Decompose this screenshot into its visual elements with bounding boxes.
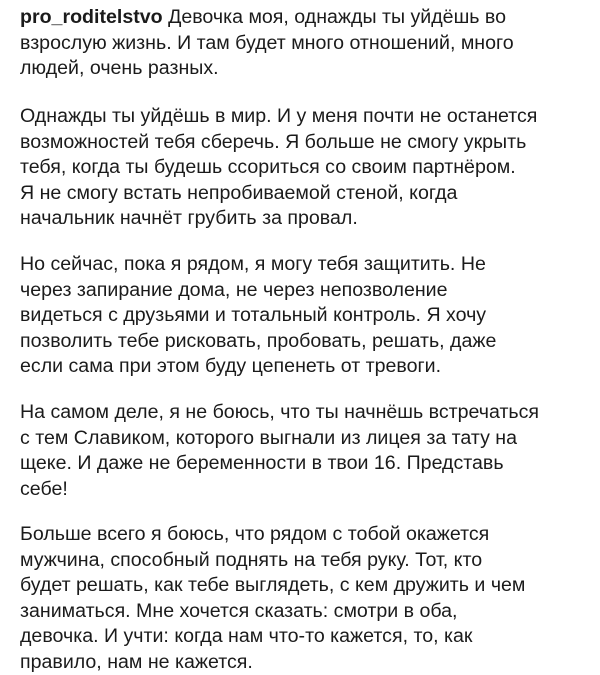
caption-paragraph-1 [20,5,514,82]
caption-line: Я не смогу встать непробиваемой стеной, когда [20,181,537,207]
caption-line: заниматься. Мне хочется сказать: смотри в оба, [20,599,525,625]
caption-line: если сама при этом буду цепенеть от тревоги. [20,354,496,380]
caption-line: щеке. И даже не беременности в твои 16. Представь [20,451,539,477]
caption-line: видеться с друзьями и тотальный контроль. Я хочу [20,303,496,329]
caption-paragraph-3 [20,252,496,380]
caption-text: Девочка моя, однажды ты уйдёшь во [163,6,506,28]
caption-paragraph-2 [20,104,537,232]
caption-line: Больше всего я боюсь, что рядом с тобой окажется [20,522,525,548]
caption-line: с тем Славиком, которого выгнали из лицея за тату на [20,426,539,452]
caption-line: людей, очень разных. [20,56,514,82]
caption-line: Однажды ты уйдёшь в мир. И у меня почти не останется [20,104,537,130]
caption-line [20,5,514,31]
caption-line: Но сейчас, пока я рядом, я могу тебя защитить. Не [20,252,496,278]
caption-line: мужчина, способный поднять на тебя руку. Тот, кто [20,548,525,574]
caption-paragraph-5 [20,522,525,675]
caption-line: позволить тебе рисковать, пробовать, решать, даже [20,329,496,355]
caption-line: девочка. И учти: когда нам что-то кажется, то, как [20,624,525,650]
caption-line: правило, нам не кажется. [20,650,525,675]
caption-line: через запирание дома, не через непозволение [20,278,496,304]
caption-line: будет решать, как тебе выглядеть, с кем дружить и чем [20,573,525,599]
caption-line: возможностей тебя сберечь. Я больше не смогу укрыть [20,130,537,156]
caption-line: начальник начнёт грубить за провал. [20,206,537,232]
caption-line: На самом деле, я не боюсь, что ты начнёшь встречаться [20,400,539,426]
caption-line: взрослую жизнь. И там будет много отношений, много [20,31,514,57]
username-link[interactable]: pro_roditelstvo [20,6,163,28]
caption-line: тебя, когда ты будешь ссориться со своим партнёром. [20,155,537,181]
caption-paragraph-4 [20,400,539,502]
caption-line: себе! [20,477,539,503]
